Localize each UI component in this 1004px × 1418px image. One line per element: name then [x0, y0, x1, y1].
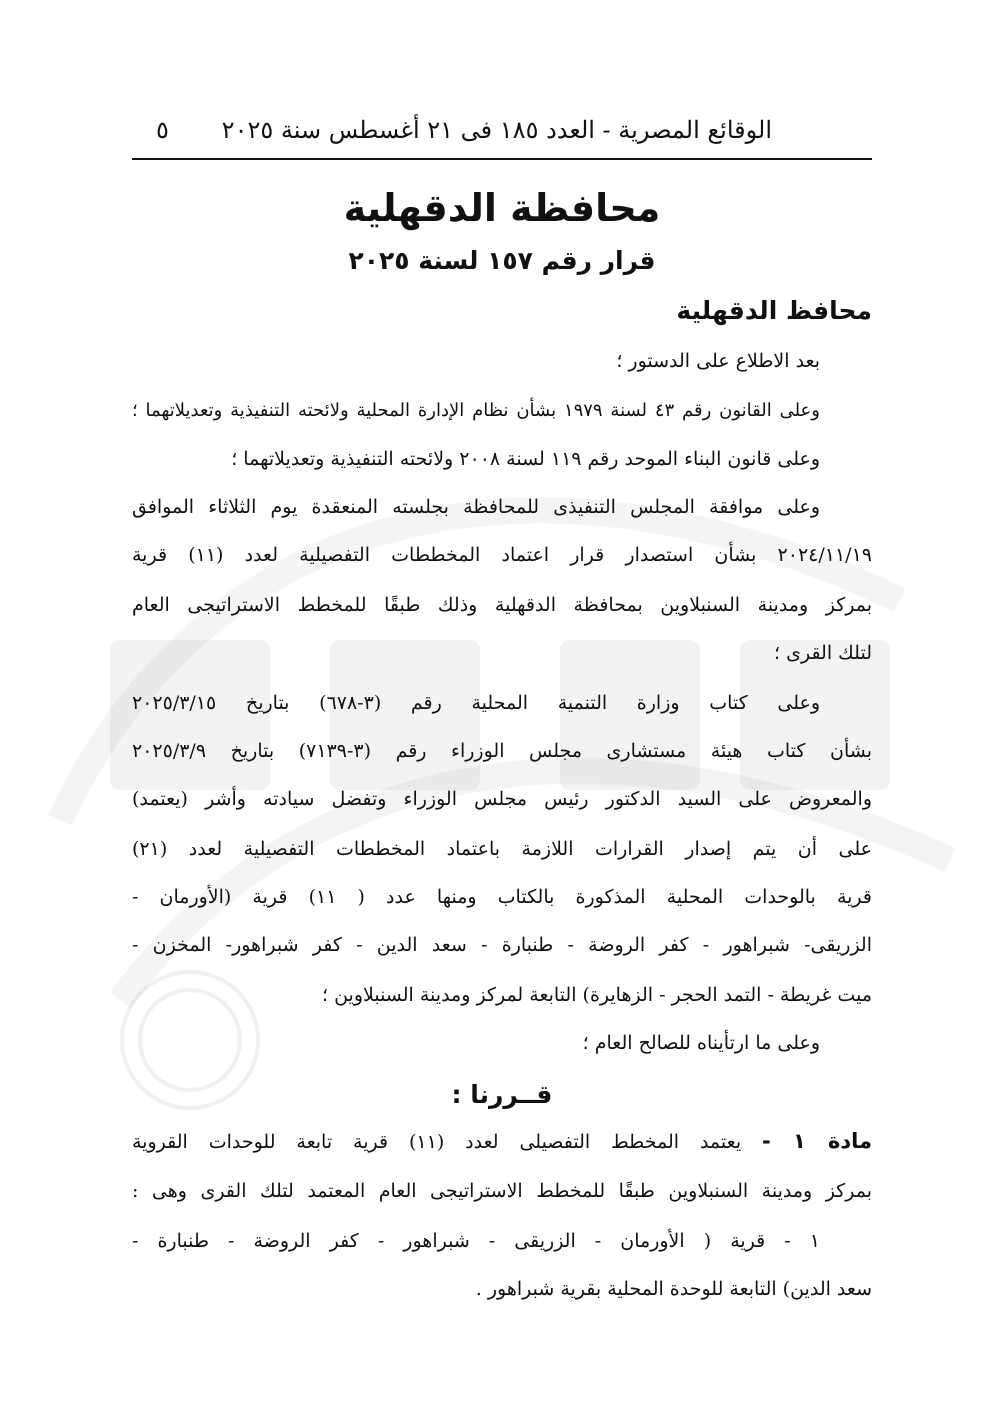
- list-line: سعد الدين) التابعة للوحدة المحلية بقرية شبراهور .: [475, 1278, 872, 1300]
- preamble-line: وعلى ما ارتأيناه للصالح العام ؛: [582, 1032, 820, 1054]
- resolved-heading: قــررنا :: [451, 1080, 553, 1109]
- preamble-line: وعلى كتاب وزارة التنمية المحلية رقم (٣-٦٧٨) بتاريخ ٢٠٢٥/٣/١٥: [132, 692, 820, 714]
- preamble-line: على أن يتم إصدار القرارات اللازمة باعتماد المخططات التفصيلية لعدد (٢١): [132, 838, 872, 860]
- article-1-text: يعتمد المخطط التفصيلى لعدد (١١) قرية تابعة للوحدات القروية: [132, 1131, 742, 1153]
- issuer-title: محافظ الدقهلية: [676, 296, 872, 325]
- list-line: ١ - قرية ( الأورمان - الزريقى - شبراهور - كفر الروضة - طنبارة -: [132, 1230, 820, 1252]
- preamble-line: وعلى قانون البناء الموحد رقم ١١٩ لسنة ٢٠٠٨ ولائحته التنفيذية وتعديلاتهما ؛: [231, 448, 820, 470]
- preamble-line: بعد الاطلاع على الدستور ؛: [616, 350, 820, 372]
- preamble-line: ميت غريطة - التمد الحجر - الزهايرة) التابعة لمركز ومدينة السنبلاوين ؛: [322, 984, 872, 1006]
- preamble-line: ٢٠٢٤/١١/١٩ بشأن استصدار قرار اعتماد المخططات التفصيلية لعدد (١١) قرية: [132, 544, 872, 566]
- decree-title: قرار رقم ١٥٧ لسنة ٢٠٢٥: [348, 246, 656, 275]
- preamble-line: والمعروض على السيد الدكتور رئيس مجلس الوزراء وتفضل سيادته وأشر (يعتمد): [132, 788, 872, 810]
- preamble-line: وعلى القانون رقم ٤٣ لسنة ١٩٧٩ بشأن نظام الإدارة المحلية ولائحته التنفيذية وتعديلاتهما ؛: [132, 400, 820, 421]
- page-header: [132, 112, 872, 160]
- article-1-line: بمركز ومدينة السنبلاوين طبقًا للمخطط الاستراتيجى العام المعتمد لتلك القرى وهى :: [132, 1180, 872, 1202]
- gazette-issue-title: الوقائع المصرية - العدد ١٨٥ فى ٢١ أغسطس سنة ٢٠٢٥: [221, 116, 772, 144]
- preamble-line: قرية بالوحدات المحلية المذكورة بالكتاب ومنها عدد ( ١١) قرية (الأورمان -: [132, 886, 872, 908]
- preamble-line: لتلك القرى ؛: [774, 642, 872, 664]
- article-1-label: مادة ١ -: [762, 1129, 872, 1153]
- governorate-title: محافظة الدقهلية: [343, 186, 661, 230]
- preamble-line: بمركز ومدينة السنبلاوين بمحافظة الدقهلية وذلك طبقًا للمخطط الاستراتيجى العام: [132, 594, 872, 616]
- preamble-line: بشأن كتاب هيئة مستشارى مجلس الوزراء رقم (٣-٧١٣٩) بتاريخ ٢٠٢٥/٣/٩: [132, 740, 872, 762]
- article-1-line: [132, 1126, 872, 1158]
- preamble-line: الزريقى- شبراهور - كفر الروضة - طنبارة - سعد الدين - كفر شبراهور- المخزن -: [132, 934, 872, 956]
- page-number: ٥: [156, 116, 169, 144]
- preamble-line: وعلى موافقة المجلس التنفيذى للمحافظة بجلسته المنعقدة يوم الثلاثاء الموافق: [132, 496, 820, 518]
